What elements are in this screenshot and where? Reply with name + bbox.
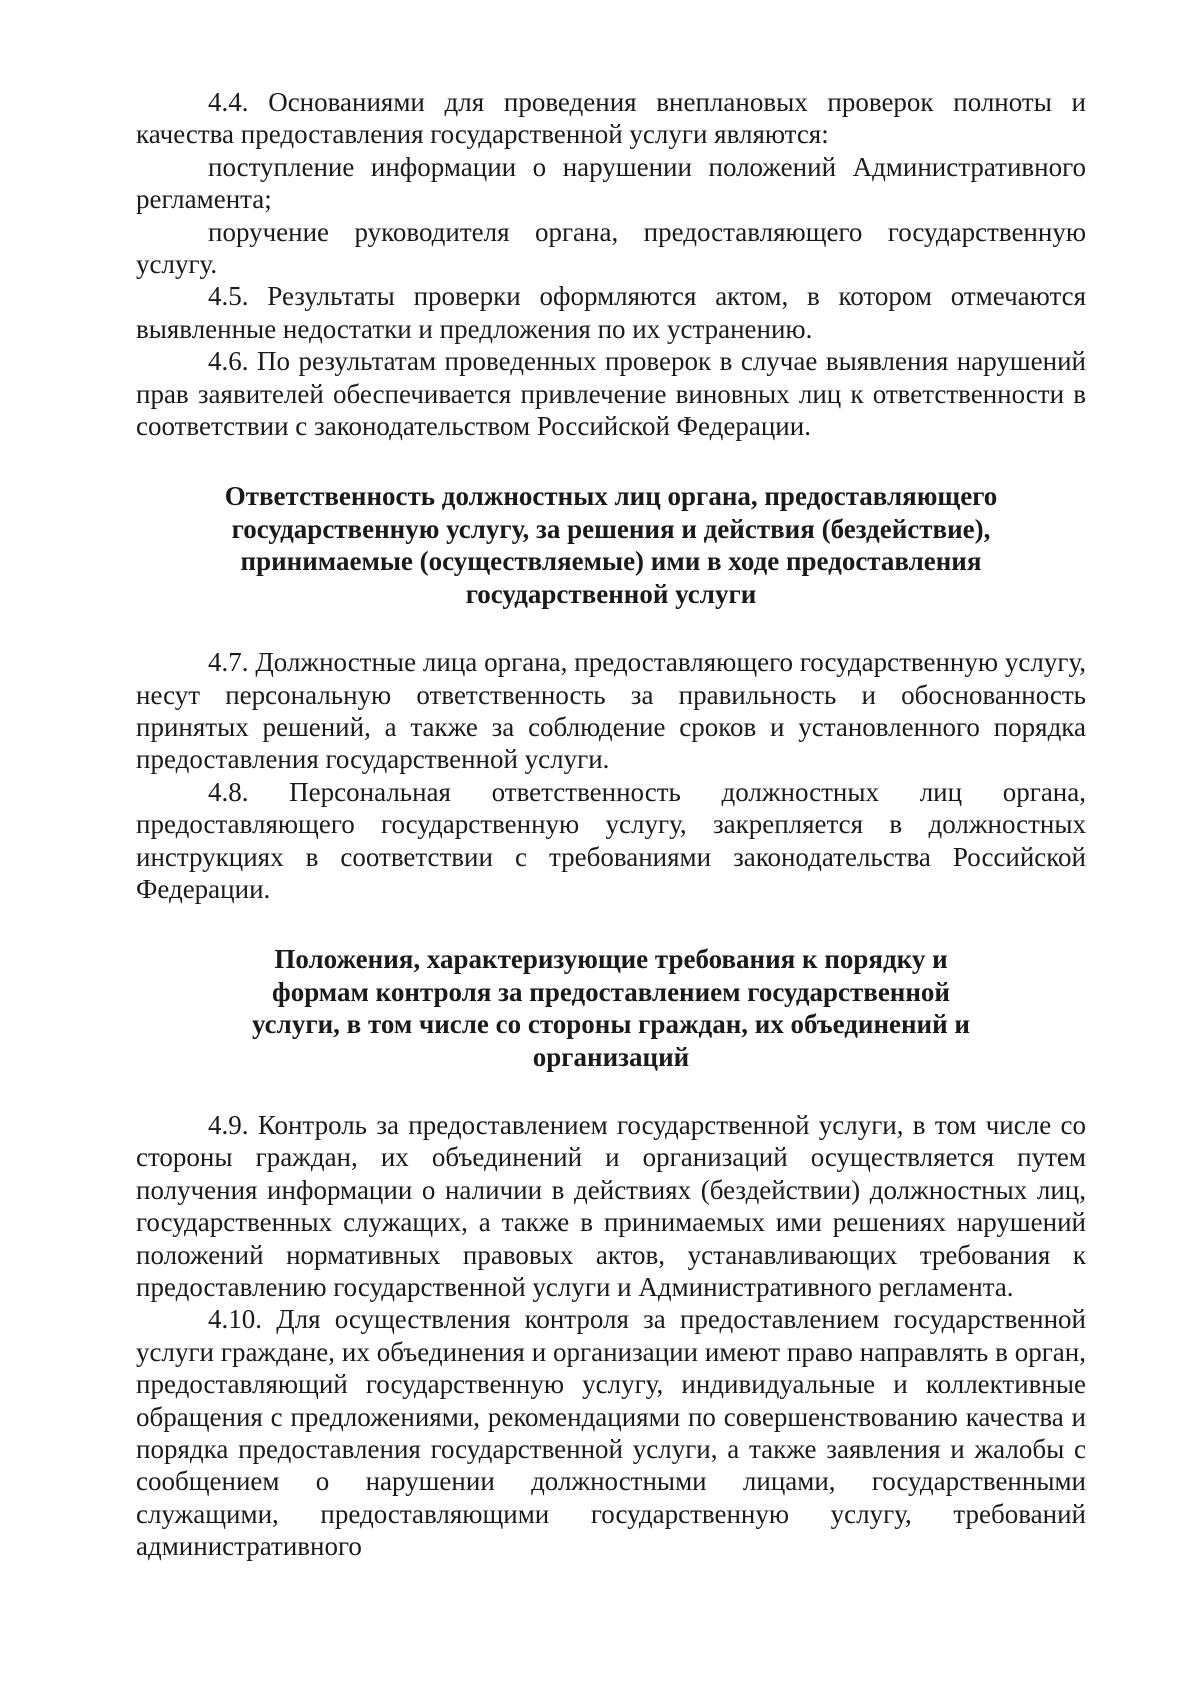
paragraph-4-8: 4.8. Персональная ответственность должностных лиц органа, предоставляющего государственную услугу, закрепляется в должностных инструкциях в соответствии с требованиями законодательства Российской Федерации. xyxy=(136,776,1086,904)
heading-line: принимаемые (осуществляемые) ими в ходе предоставления xyxy=(240,546,982,577)
document-page xyxy=(136,86,1086,1563)
heading-line: государственную услугу, за решения и действия (бездействие), xyxy=(231,513,991,544)
heading-line: организаций xyxy=(532,1041,690,1072)
section-heading-responsibility xyxy=(136,480,1086,610)
heading-line: государственной услуги xyxy=(465,578,757,609)
paragraph-manager-order: поручение руководителя органа, предоставляющего государственную услугу. xyxy=(136,216,1086,280)
heading-line: Положения, характеризующие требования к порядку и xyxy=(274,944,948,975)
paragraph-4-4: 4.4. Основаниями для проведения внеплановых проверок полноты и качества предоставления государственной услуги являются: xyxy=(136,87,1086,150)
paragraph-violation-info: поступление информации о нарушении положений Административного регламента; xyxy=(136,151,1086,215)
heading-line: формам контроля за предоставлением государственной xyxy=(272,976,950,1007)
paragraph-4-7: 4.7. Должностные лица органа, предоставляющего государственную услугу, несут персональную ответственность за правильность и обоснованность принятых решений, а также за соблюдение сроков и установленного порядка предоставления государственной услуги. xyxy=(136,647,1086,775)
section-heading-control-provisions xyxy=(136,943,1086,1073)
heading-line: Ответственность должностных лиц органа, предоставляющего xyxy=(224,481,998,512)
heading-line: услуги, в том числе со стороны граждан, их объединений и xyxy=(252,1009,970,1040)
paragraph-4-5: 4.5. Результаты проверки оформляются актом, в котором отмечаются выявленные недостатки и предложения по их устранению. xyxy=(136,281,1086,344)
paragraph-4-10: 4.10. Для осуществления контроля за предоставлением государственной услуги граждане, их объединения и организации имеют право направлять в орган, предоставляющий государственную услугу, индивидуальные и коллективные обращения с предложениями, рекомендациями по совершенствованию качества и порядка предоставления государственной услуги, а также заявления и жалобы с сообщением о нарушении должностными лицами, государственными служащими, предоставляющими государственную услугу, требований административного xyxy=(136,1304,1086,1562)
paragraph-4-6: 4.6. По результатам проведенных проверок в случае выявления нарушений прав заявителей обеспечивается привлечение виновных лиц к ответственности в соответствии с законодательством Российской Федерации. xyxy=(136,346,1086,442)
paragraph-4-9: 4.9. Контроль за предоставлением государственной услуги, в том числе со стороны граждан, их объединений и организаций осуществляется путем получения информации о наличии в действиях (бездействии) должностных лиц, государственных служащих, а также в принимаемых ими решениях нарушений положений нормативных правовых актов, устанавливающих требования к предоставлению государственной услуги и Административного регламента. xyxy=(136,1109,1086,1302)
